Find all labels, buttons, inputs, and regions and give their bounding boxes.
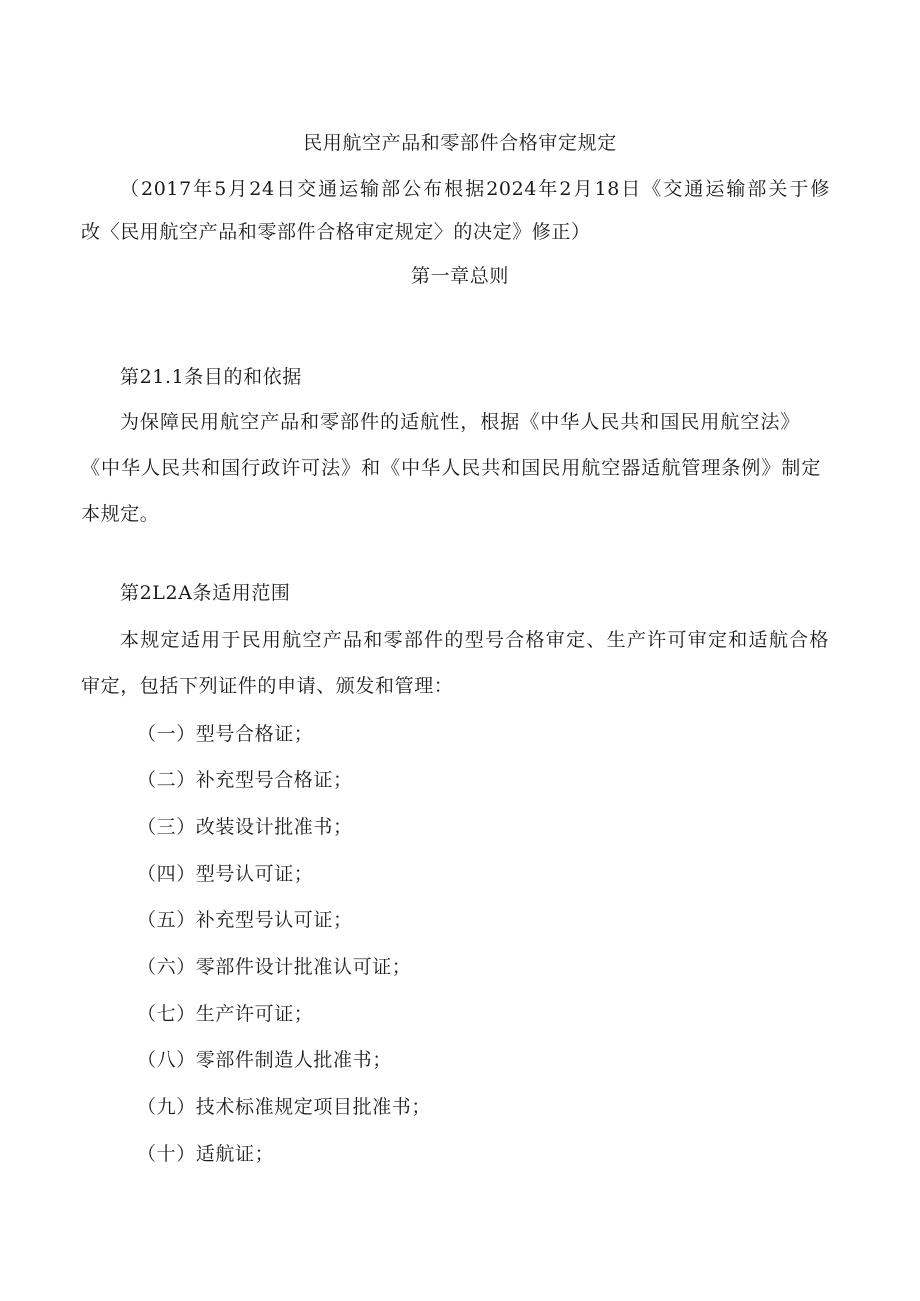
list-item: （七）生产许可证； <box>137 1003 314 1025</box>
list-item: （十）适航证； <box>137 1143 275 1165</box>
subtitle-line-2: 改〈民用航空产品和零部件合格审定规定〉的决定》修正） <box>81 221 591 243</box>
article-1-paragraph-line-3: 本规定。 <box>81 503 160 525</box>
article-1-heading: 第21.1条目的和依据 <box>120 366 302 388</box>
list-item: （二）补充型号合格证； <box>137 769 353 791</box>
list-item: （一）型号合格证； <box>137 723 314 745</box>
article-2-paragraph-line-2: 审定，包括下列证件的申请、颁发和管理： <box>81 675 454 697</box>
article-2-paragraph-line-1: 本规定适用于民用航空产品和零部件的型号合格审定、生产许可审定和适航合格 <box>120 629 829 651</box>
article-1-paragraph-line-2: 《中华人民共和国行政许可法》和《中华人民共和国民用航空器适航管理条例》制定 <box>81 457 821 479</box>
list-item: （八）零部件制造人批准书； <box>137 1049 392 1071</box>
document-title: 民用航空产品和零部件合格审定规定 <box>303 132 617 154</box>
list-item: （四）型号认可证； <box>137 863 314 885</box>
list-item: （九）技术标准规定项目批准书； <box>137 1096 432 1118</box>
chapter-heading: 第一章总则 <box>410 265 509 287</box>
article-2-heading: 第2L2A条适用范围 <box>120 582 291 604</box>
subtitle-line-1: （2017年5月24日交通运输部公布根据2024年2月18日《交通运输部关于修 <box>120 178 830 200</box>
list-item: （六）零部件设计批准认可证； <box>137 956 412 978</box>
article-1-paragraph-line-1: 为保障民用航空产品和零部件的适航性，根据《中华人民共和国民用航空法》 <box>120 411 800 433</box>
list-item: （五）补充型号认可证； <box>137 909 353 931</box>
list-item: （三）改装设计批准书； <box>137 816 353 838</box>
